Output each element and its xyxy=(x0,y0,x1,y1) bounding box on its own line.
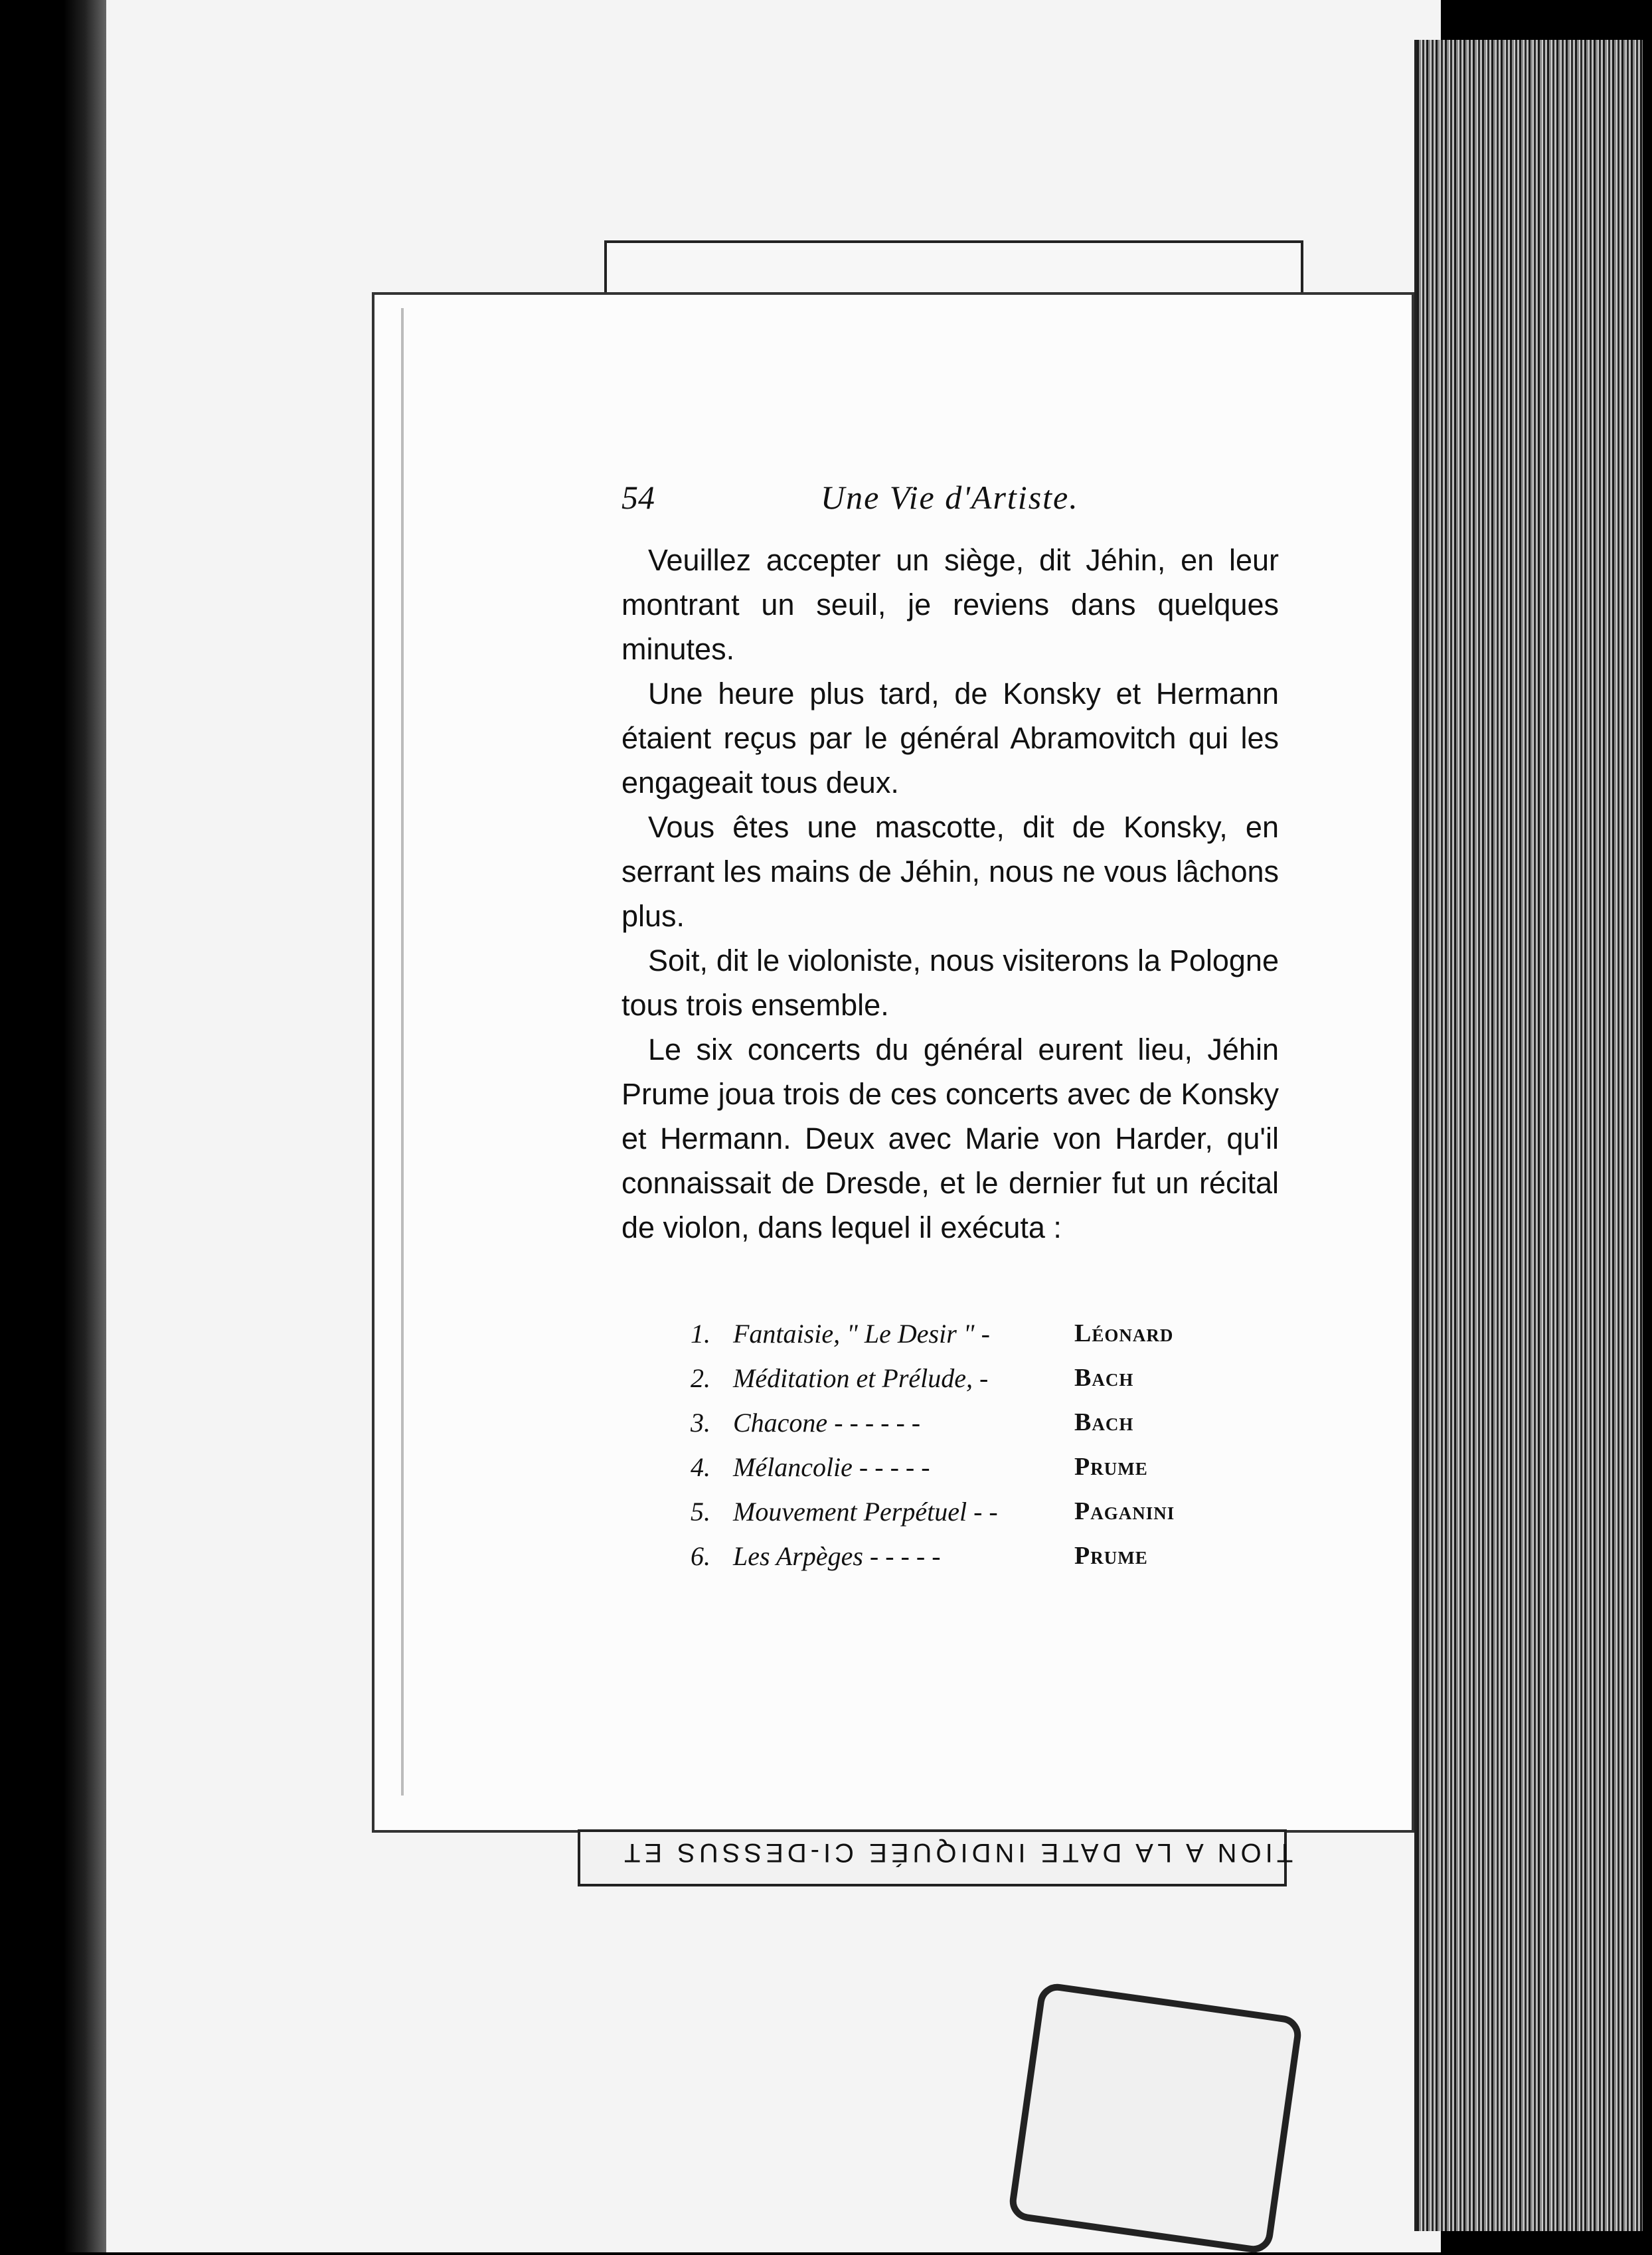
program-composer: Paganini xyxy=(1074,1497,1175,1525)
program-item xyxy=(691,1489,1275,1534)
paragraph: Soit, dit le violoniste, nous visiterons la Pologne tous trois ensemble. xyxy=(621,944,1279,1022)
program-title: Chacone - - - - - - xyxy=(733,1408,921,1438)
program-title: Mouvement Perpétuel - - xyxy=(733,1497,998,1527)
running-title: Une Vie d'Artiste. xyxy=(821,479,1079,516)
program-number: 4. xyxy=(691,1452,710,1482)
slip-text: TION A LA DATE INDIQUÉE CI-DESSUS ET xyxy=(620,1838,1293,1867)
running-head xyxy=(621,478,1086,525)
program-number: 6. xyxy=(691,1541,710,1571)
program-title: Méditation et Prélude, - xyxy=(733,1363,989,1393)
program-title: Les Arpèges - - - - - xyxy=(733,1541,941,1571)
program-number: 2. xyxy=(691,1363,710,1393)
program-composer: Bach xyxy=(1074,1364,1134,1392)
concert-program xyxy=(691,1311,1275,1578)
page-number: 54 xyxy=(621,479,655,516)
stamp-mark xyxy=(1007,1981,1303,2255)
program-composer: Prume xyxy=(1074,1453,1148,1481)
book-gutter-shadow xyxy=(0,0,106,2252)
date-due-slip xyxy=(578,1829,1293,1886)
program-number: 5. xyxy=(691,1497,710,1527)
body-text xyxy=(621,538,1279,1250)
program-composer: Bach xyxy=(1074,1408,1134,1436)
page-border-line xyxy=(401,308,404,1796)
program-composer: Prume xyxy=(1074,1542,1148,1570)
program-title: Fantaisie, " Le Desir " - xyxy=(733,1319,990,1349)
program-composer: Léonard xyxy=(1074,1319,1174,1347)
program-item xyxy=(691,1311,1275,1356)
program-number: 3. xyxy=(691,1408,710,1438)
mount-tab xyxy=(604,240,1303,296)
paragraph: Vous êtes une mascotte, dit de Konsky, en serrant les mains de Jéhin, nous ne vous lâchons plus. xyxy=(621,810,1279,933)
program-title: Mélancolie - - - - - xyxy=(733,1452,930,1482)
paragraph: Veuillez accepter un siège, dit Jéhin, en leur montrant un seuil, je reviens dans quelques minutes. xyxy=(621,543,1279,666)
program-number: 1. xyxy=(691,1319,710,1349)
paragraph: Une heure plus tard, de Konsky et Hermann étaient reçus par le général Abramovitch qui les engageait tous deux. xyxy=(621,677,1279,799)
program-item xyxy=(691,1445,1275,1489)
program-item xyxy=(691,1356,1275,1400)
book-fore-edge xyxy=(1414,40,1643,2231)
program-item xyxy=(691,1400,1275,1445)
paragraph: Le six concerts du général eurent lieu, Jéhin Prume joua trois de ces concerts avec de Konsky et Hermann. Deux avec Marie von Harder, qu'il connaissait de Dresde, et le dernier fut un récital de violon, dans lequel il exécuta : xyxy=(621,1033,1279,1244)
program-item xyxy=(691,1534,1275,1578)
